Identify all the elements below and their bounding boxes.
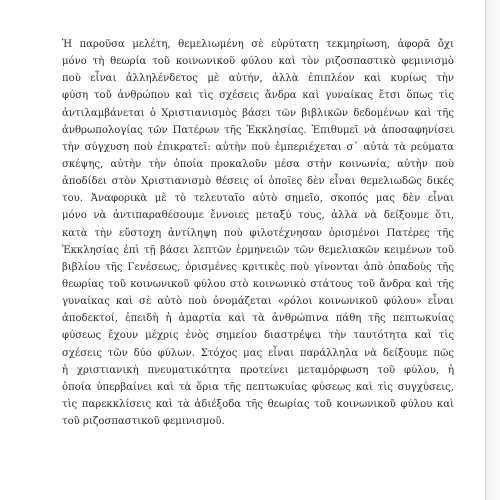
page-edge-shadow	[486, 0, 500, 500]
text-line: ἀντιλαμβάνεται ὁ Χριστιανισμὸς βάσει τῶν βιβλικῶν δεδομένων καὶ τῆς	[62, 107, 454, 119]
text-line: κατὰ τὴν εὔστοχη ἀντίληψη ποὺ φιλοτέχνησαν ὁρισμένοι Πατέρες τῆς	[62, 227, 454, 239]
text-line: ἀποδεκτοί, ἐπειδὴ ἡ ἁμαρτία καὶ τὰ ἀνθρώπινα πάθη τῆς πεπτωκυίας	[62, 313, 454, 325]
text-line: μόνο τὴ θεωρία τοῦ κοινωνικοῦ φύλου καὶ τὸν ριζοσπαστικὸ φεμινισμὸ	[62, 56, 454, 68]
text-line: σχέσεις τῶν δύο φύλων. Στόχος μας εἶναι παράλληλα νὰ δείξουμε πῶς	[62, 347, 454, 359]
text-line: σκέψης, αὐτὴν τὴν ὁποία προκαλοῦν μέσα στὴν κοινωνία, αὐτὴν ποὺ	[62, 158, 454, 170]
text-line: ἡ χριστιανικὴ πνευματικότητα προτείνει μεταμόρφωση τοῦ φύλου, ἡ	[62, 364, 454, 376]
text-line: του. Ἀναφορικὰ μὲ τὸ τελευταῖο αὐτὸ σημεῖο, σκοπός μας δὲν εἶναι	[62, 193, 454, 205]
text-line: φύση τοῦ ἀνθρώπου καὶ τὶς σχέσεις ἄνδρα καὶ γυναίκας ἔτσι ὅπως τὶς	[62, 90, 454, 102]
text-line: τὶς παρεκκλίσεις καὶ τὰ ἀδιέξοδα τῆς θεωρίας τοῦ κοινωνικοῦ φύλου καὶ	[62, 398, 454, 410]
text-line: Ἡ παροῦσα μελέτη, θεμελιωμένη σὲ εὐρύτατη τεκμηρίωση, ἀφορᾶ ὄχι	[62, 39, 454, 50]
text-line: βιβλίου τῆς Γενέσεως, ὁρισμένες κριτικὲς ποὺ γίνονται ἀπὸ ὀπαδοὺς τῆς	[62, 261, 454, 273]
text-line: γυναίκας καὶ σὲ αὐτὸ ποὺ ὀνομάζεται «ρόλοι κοινωνικοῦ φύλου» εἶναι	[62, 296, 454, 308]
text-line: τὴν σύγχυση ποὺ ἐπικρατεῖ: αὐτὴν ποὺ ἐμπεριέχεται σ᾽ αὐτὰ τὰ ρεύματα	[62, 141, 454, 153]
text-line: ὁποία ὑπερβαίνει καὶ τὰ ὅρια τῆς πεπτωκυίας φύσεως καὶ τὶς συγχύσεις,	[62, 381, 454, 393]
text-line: ἀποδίδει στὸν Χριστιανισμὸ θέσεις οἱ ὁποῖες δὲν εἶναι θεμελιωδῶς δικές	[62, 176, 454, 188]
text-line: φύσεως ἔχουν μέχρις ἑνὸς σημείου διαστρέψει τὴν ταυτότητα καὶ τὶς	[62, 330, 454, 342]
text-line: θεωρίας τοῦ κοινωνικοῦ φύλου στὸ κοινωνικὸ στάτους τοῦ ἄνδρα καὶ τῆς	[62, 278, 454, 290]
body-text	[62, 36, 454, 430]
text-line: ἀνθρωπολογίας τῶν Πατέρων τῆς Ἐκκλησίας. Ἐπιθυμεῖ νὰ ἀποσαφηνίσει	[62, 124, 454, 136]
text-line: Ἐκκλησίας ἐπὶ τῇ βάσει λεπτῶν ἑρμηνειῶν τῶν θεμελιακῶν κειμένων τοῦ	[62, 244, 454, 256]
text-line: μόνο νὰ ἀντιπαραθέσουμε ἔννοιες μεταξύ τους, ἀλλὰ νὰ δείξουμε ὅτι,	[62, 210, 454, 222]
text-line: τοῦ ριζοσπαστικοῦ φεμινισμοῦ.	[62, 416, 225, 428]
page-edge	[485, 0, 486, 500]
text-line: ποὺ εἶναι ἀλληλένδετος μὲ αὐτήν, ἀλλὰ ἐπιπλέον καὶ κυρίως τὴν	[62, 73, 454, 85]
